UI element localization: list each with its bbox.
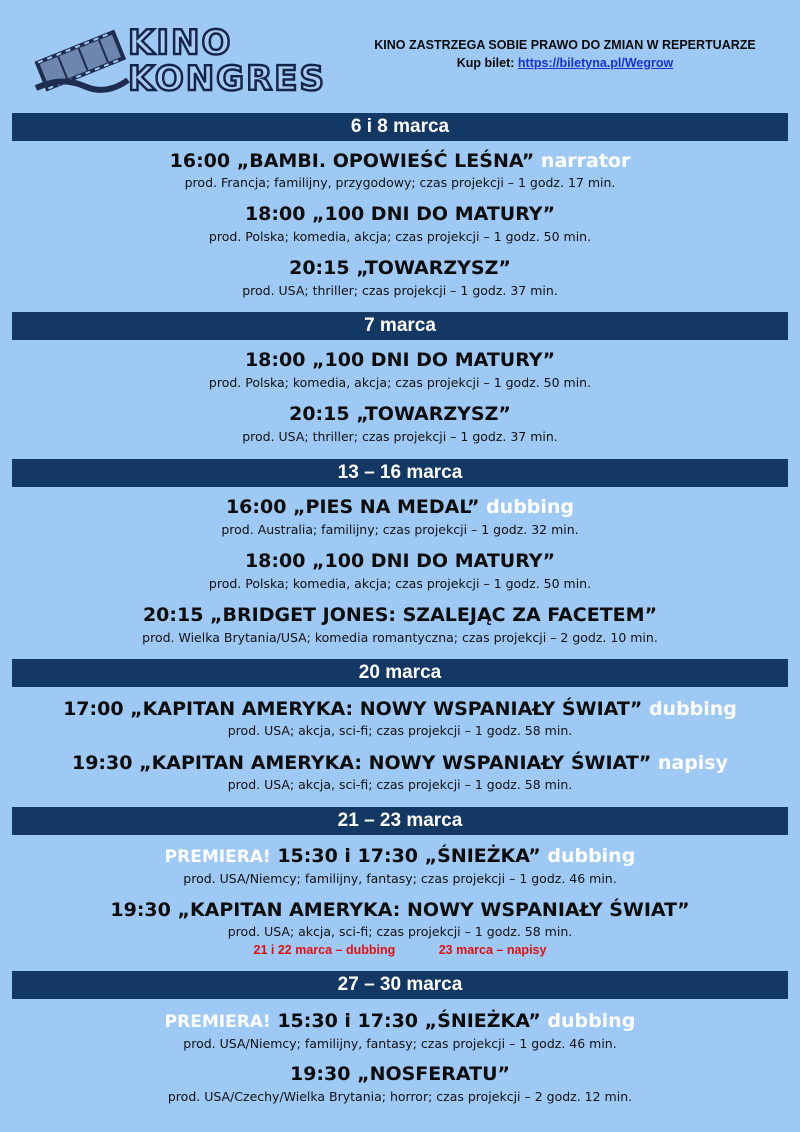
film-title-text: 15:30 i 17:30 „ŚNIEŻKA”: [277, 1010, 541, 1032]
film-title-text: 15:30 i 17:30 „ŚNIEŻKA”: [277, 845, 541, 867]
ticket-line: [330, 54, 800, 72]
film-tag: narrator: [540, 150, 631, 172]
film-title: 18:00 „100 DNI DO MATURY”: [244, 203, 556, 225]
section-date-bar: 13 – 16 marca: [12, 459, 788, 487]
film-info: prod. Polska; komedia, akcja; czas projekcji – 1 godz. 50 min.: [208, 576, 592, 591]
film-info: prod. Wielka Brytania/USA; komedia romantyczna; czas projekcji – 2 godz. 10 min.: [142, 630, 658, 645]
header: [0, 0, 800, 110]
film-info: prod. USA; akcja, sci-fi; czas projekcji – 1 godz. 58 min.: [227, 777, 573, 792]
film-tag: napisy: [657, 752, 728, 774]
repertoire-notice: [330, 36, 800, 72]
film-tag: dubbing: [547, 1010, 636, 1032]
film-title-text: 16:00 „BAMBI. OPOWIEŚĆ LEŚNA”: [169, 150, 535, 172]
film-info: prod. Francja; familijny, przygodowy; czas projekcji – 1 godz. 17 min.: [184, 175, 616, 190]
kino-kongres-logo: [32, 22, 326, 100]
film-title: 20:15 „TOWARZYSZ”: [289, 257, 511, 279]
section-date-bar: 6 i 8 marca: [12, 113, 788, 141]
film-tag: dubbing: [648, 698, 737, 720]
film-title-text: 16:00 „PIES NA MEDAL”: [225, 496, 480, 518]
film-info: prod. USA/Czechy/Wielka Brytania; horror; czas projekcji – 2 godz. 12 min.: [167, 1089, 633, 1104]
film-title-text: 19:30 „KAPITAN AMERYKA: NOWY WSPANIAŁY ŚWIAT”: [71, 752, 652, 774]
film-info: prod. USA/Niemcy; familijny, fantasy; czas projekcji – 1 godz. 46 min.: [183, 871, 617, 886]
screening-notes: [0, 942, 800, 958]
film-info: prod. Australia; familijny; czas projekcji – 1 godz. 32 min.: [221, 522, 579, 537]
section-date-bar: 21 – 23 marca: [12, 807, 788, 835]
film-info: prod. USA; akcja, sci-fi; czas projekcji – 1 godz. 58 min.: [227, 924, 573, 939]
film-info: prod. Polska; komedia, akcja; czas projekcji – 1 godz. 50 min.: [208, 229, 592, 244]
film-reel-icon: [32, 22, 132, 100]
section-date-bar: 20 marca: [12, 659, 788, 687]
film-title-text: 17:00 „KAPITAN AMERYKA: NOWY WSPANIAŁY ŚWIAT”: [63, 698, 643, 720]
film-title: 18:00 „100 DNI DO MATURY”: [244, 550, 556, 572]
note-dubbing: 21 i 22 marca – dubbing: [253, 943, 396, 957]
film-title: 18:00 „100 DNI DO MATURY”: [244, 349, 556, 371]
premiere-badge: PREMIERA!: [164, 1012, 271, 1032]
film-info: prod. Polska; komedia, akcja; czas projekcji – 1 godz. 50 min.: [208, 375, 592, 390]
notice-text: KINO ZASTRZEGA SOBIE PRAWO DO ZMIAN W REPERTUARZE: [374, 38, 756, 52]
section-date-bar: 7 marca: [12, 312, 788, 340]
film-title: [0, 844, 800, 869]
film-info: prod. USA; thriller; czas projekcji – 1 godz. 37 min.: [242, 283, 558, 298]
section-date-bar: 27 – 30 marca: [12, 971, 788, 999]
film-info: prod. USA; thriller; czas projekcji – 1 godz. 37 min.: [242, 429, 558, 444]
ticket-label: Kup bilet:: [456, 56, 515, 70]
film-title: [0, 751, 800, 775]
film-title: [0, 1009, 800, 1034]
logo-line-1: KINO: [128, 23, 233, 63]
film-title: [0, 495, 800, 519]
film-title: 19:30 „NOSFERATU”: [289, 1063, 510, 1085]
film-title: 20:15 „BRIDGET JONES: SZALEJĄC ZA FACETEM”: [142, 604, 658, 626]
film-title: 19:30 „KAPITAN AMERYKA: NOWY WSPANIAŁY ŚWIAT”: [110, 899, 690, 921]
film-title: [0, 149, 800, 173]
film-tag: dubbing: [486, 496, 575, 518]
ticket-link[interactable]: https://biletyna.pl/Wegrow: [517, 56, 674, 70]
film-tag: dubbing: [547, 845, 636, 867]
film-title: [0, 697, 800, 721]
film-info: prod. USA; akcja, sci-fi; czas projekcji – 1 godz. 58 min.: [227, 723, 573, 738]
film-title: 20:15 „TOWARZYSZ”: [289, 403, 511, 425]
premiere-badge: PREMIERA!: [164, 847, 271, 867]
note-subtitles: 23 marca – napisy: [438, 943, 547, 957]
film-info: prod. USA/Niemcy; familijny, fantasy; czas projekcji – 1 godz. 46 min.: [183, 1036, 617, 1051]
logo-line-2: KONGRES: [128, 59, 326, 99]
